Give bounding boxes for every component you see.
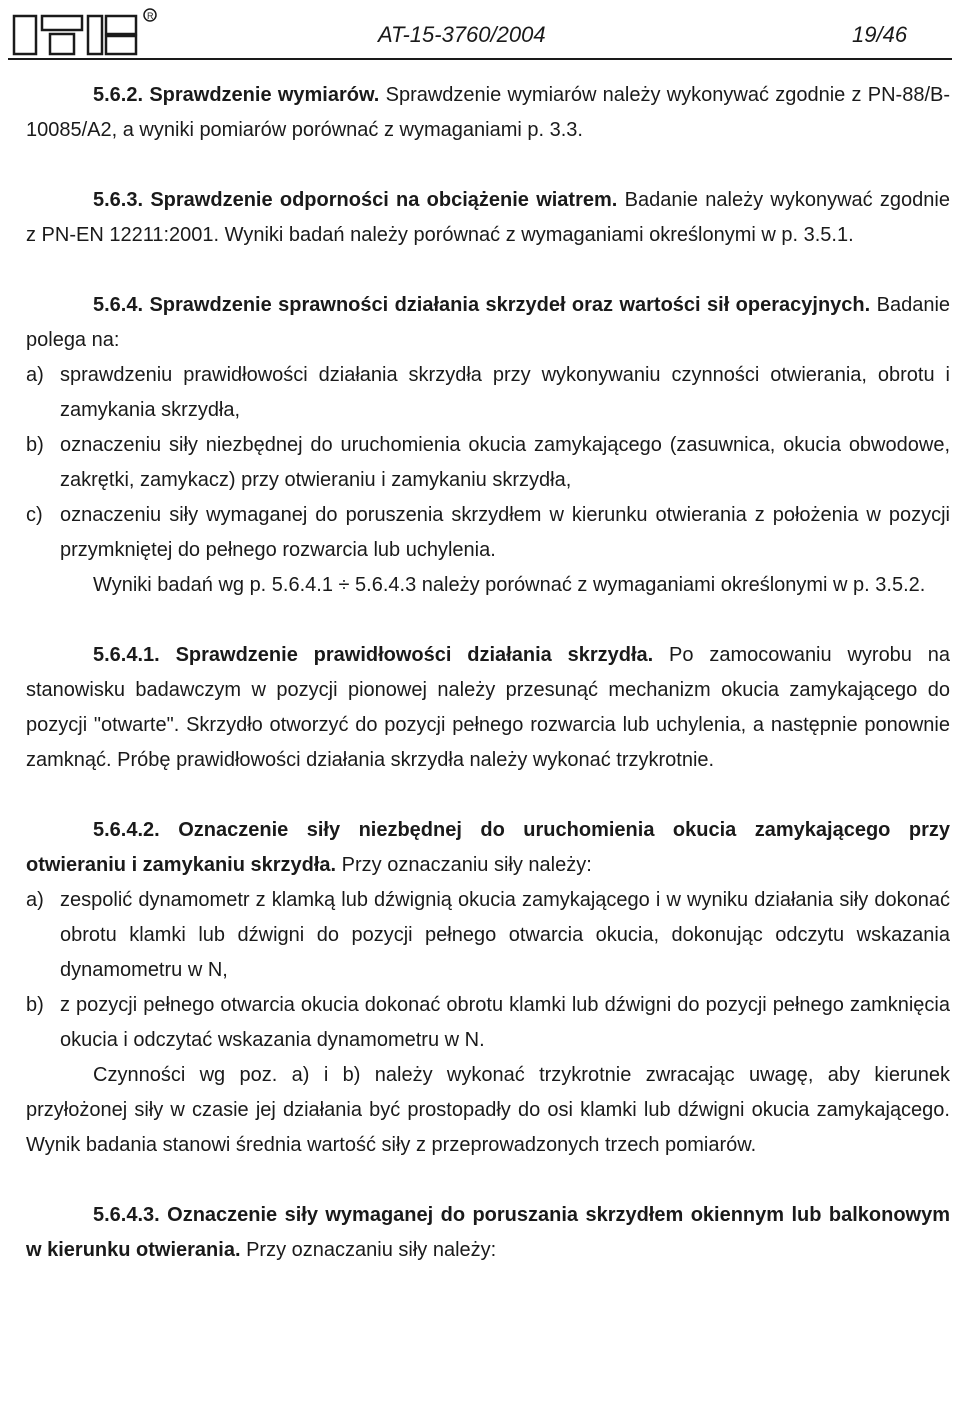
section-text: Sprawdzenie wymiarów należy wykonywać zgodnie z PN-88/B-10085/A2, a wyniki pomiarów porównać z wymaganiami p. 3.3. (26, 84, 951, 141)
section-title: Sprawdzenie wymiarów. (149, 84, 380, 106)
svg-text:R: R (147, 11, 154, 21)
list-item (26, 358, 950, 428)
section-title: Oznaczenie siły niezbędnej do uruchomienia okucia zamykającego przy otwieraniu i zamykaniu skrzydła. (26, 819, 950, 876)
list-label: a) (26, 364, 44, 386)
section-5-6-4-1 (26, 638, 950, 778)
list-item (26, 988, 950, 1058)
section-conclusion: Czynności wg poz. a) i b) należy wykonać trzykrotnie zwracając uwagę, aby kierunek przyłożonej siły w czasie jej działania być prostopadły do osi klamki lub dźwigni okucia zamykającego. Wynik badania stanowi średnia wartość siły z przeprowadzonych trzech pomiarów. (26, 1064, 950, 1156)
section-5-6-4-3 (26, 1198, 950, 1268)
list-text: sprawdzeniu prawidłowości działania skrzydła przy wykonywaniu czynności otwierania, obrotu i zamykania skrzydła, (60, 364, 950, 421)
header-rule (8, 58, 952, 60)
section-number: 5.6.4.1. (93, 644, 160, 666)
itb-logo-icon (12, 6, 162, 58)
section-title: Sprawdzenie odporności na obciążenie wiatrem. (150, 189, 618, 211)
section-number: 5.6.2. (93, 84, 144, 106)
section-5-6-2 (26, 78, 950, 148)
list-text: z pozycji pełnego otwarcia okucia dokonać obrotu klamki lub dźwigni do pozycji pełnego zamknięcia okucia i odczytać wskazania dynamometru w N. (60, 994, 950, 1051)
section-5-6-4-2 (26, 813, 950, 883)
list-item (26, 428, 950, 498)
section-5-6-4 (26, 288, 950, 358)
list-text: oznaczeniu siły niezbędnej do uruchomienia okucia zamykającego (zasuwnica, okucia obwodowe, zakrętki, zamykacz) przy otwieraniu i zamykaniu skrzydła, (60, 434, 950, 491)
list-item (26, 883, 950, 988)
section-text: Po zamocowaniu wyrobu na stanowisku badawczym w pozycji pionowej należy przesunąć mechanizm okucia zamykającego do pozycji "otwarte". Skrzydło otworzyć do pozycji pełnego rozwarcia lub uchylenia, a następnie ponownie zamknąć. Próbę prawidłowości działania skrzydła należy wykonać trzykrotnie. (26, 644, 951, 771)
section-conclusion: Wyniki badań wg p. 5.6.4.1 ÷ 5.6.4.3 należy porównać z wymaganiami określonymi w p. 3.5.2. (93, 574, 926, 596)
section-text: Badanie należy wykonywać zgodnie z PN-EN 12211:2001. Wyniki badań należy porównać z wymaganiami określonymi w p. 3.5.1. (26, 189, 950, 246)
section-title: Sprawdzenie prawidłowości działania skrzydła. (175, 644, 654, 666)
section-text: Badanie polega na: (26, 294, 951, 351)
page-header (0, 0, 960, 62)
document-id: AT-15-3760/2004 (378, 22, 546, 47)
page-number: 19/46 (852, 22, 908, 47)
section-title: Sprawdzenie sprawności działania skrzydeł oraz wartości sił operacyjnych. (149, 294, 871, 316)
section-number: 5.6.4.2. (93, 819, 160, 841)
section-text: Przy oznaczaniu siły należy: (246, 1239, 497, 1261)
section-title: Oznaczenie siły wymaganej do poruszania skrzydłem okiennym lub balkonowym w kierunku otwierania. (26, 1204, 950, 1261)
section-number: 5.6.4. (93, 294, 144, 316)
section-text: Przy oznaczaniu siły należy: (341, 854, 592, 876)
list-label: b) (26, 434, 44, 456)
list-label: c) (26, 504, 43, 526)
section-number: 5.6.3. (93, 189, 144, 211)
document-body (26, 78, 950, 1268)
section-5-6-3 (26, 183, 950, 253)
list-label: b) (26, 994, 44, 1016)
list-label: a) (26, 889, 44, 911)
list-text: zespolić dynamometr z klamką lub dźwignią okucia zamykającego i w wyniku działania siły dokonać obrotu klamki lub dźwigni do pozycji pełnego otwarcia okucia, dokonując odczytu wskazania dynamometru w N, (60, 889, 950, 981)
section-number: 5.6.4.3. (93, 1204, 160, 1226)
list-item (26, 498, 950, 568)
list-text: oznaczeniu siły wymaganej do poruszenia skrzydłem w kierunku otwierania z położenia w pozycji przymkniętej do pełnego rozwarcia lub uchylenia. (60, 504, 950, 561)
